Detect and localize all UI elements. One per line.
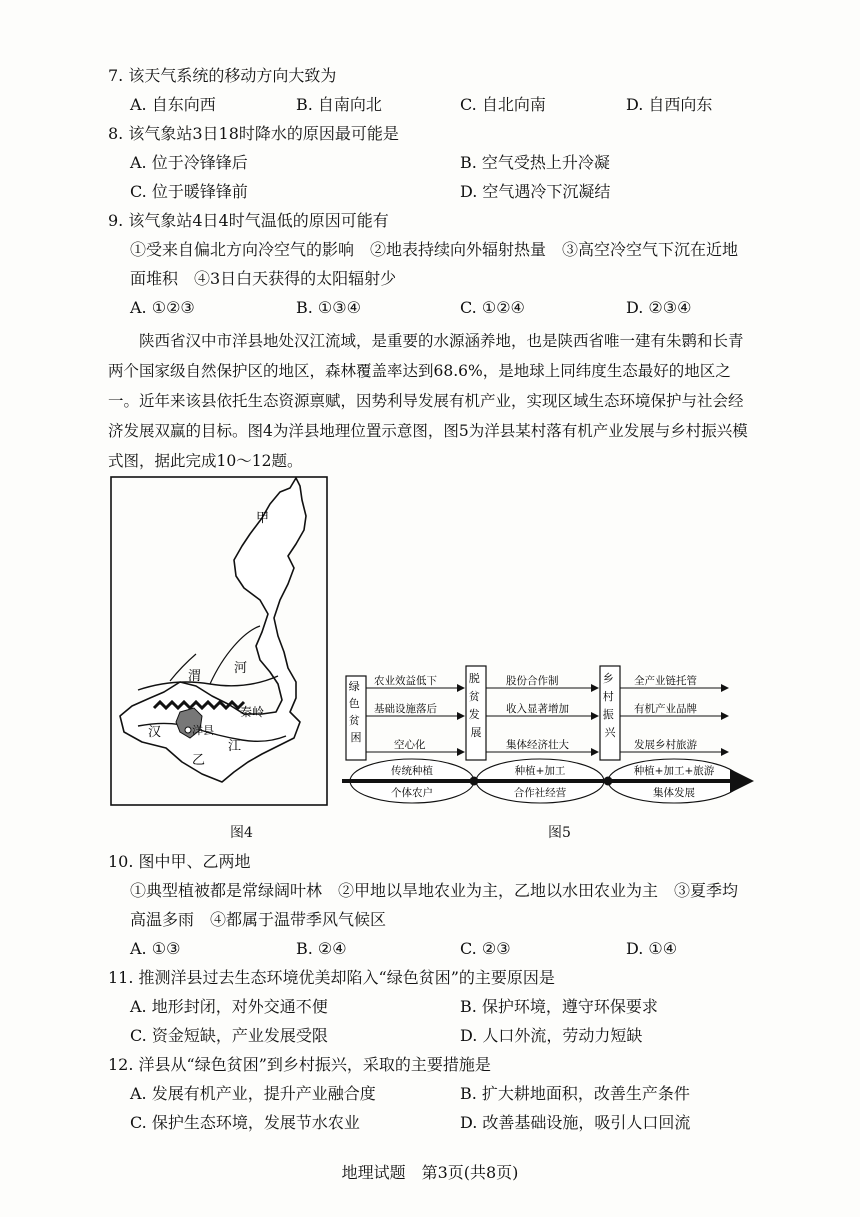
- q11-stem: 11. 推测洋县过去生态环境优美却陷入“绿色贫困”的主要原因是: [108, 968, 555, 987]
- col1-text-1: 农业效益低下: [374, 675, 437, 687]
- q10-option-b: B. ②④: [296, 939, 347, 958]
- q7-option-c: C. 自北向南: [460, 95, 546, 114]
- stage1-char-2: 色: [348, 697, 360, 710]
- q12-option-d: D. 改善基础设施，吸引人口回流: [460, 1113, 691, 1132]
- col1-text-2: 基础设施落后: [374, 703, 437, 715]
- q10-option-c: C. ②③: [460, 939, 511, 958]
- label-wei: 渭: [188, 669, 202, 684]
- q8-option-b: B. 空气受热上升冷凝: [460, 153, 610, 172]
- q9-stem: 9. 该气象站4日4时气温低的原因可能有: [108, 211, 389, 230]
- ellipse3-top: 种植+加工+旅游: [633, 765, 715, 777]
- stage3-char-1: 乡: [602, 672, 614, 685]
- q7-stem: 7. 该天气系统的移动方向大致为: [108, 66, 337, 85]
- label-yi: 乙: [192, 753, 206, 768]
- stage3-char-2: 村: [602, 690, 614, 703]
- q10-option-a: A. ①③: [130, 939, 181, 958]
- q10-body-line1: ①典型植被都是常绿阔叶林 ②甲地以旱地农业为主，乙地以水田农业为主 ③夏季均: [130, 881, 739, 900]
- q12-option-a: A. 发展有机产业，提升产业融合度: [130, 1084, 376, 1103]
- col2-text-3: 集体经济壮大: [506, 739, 569, 751]
- ellipse2-top: 种植+加工: [514, 765, 566, 777]
- stage2-char-3: 发: [468, 708, 480, 721]
- stage2-char-2: 贫: [468, 690, 480, 703]
- timeline-node-1: [470, 777, 479, 786]
- ellipse1-bottom: 个体农户: [391, 787, 433, 799]
- q10-stem: 10. 图中甲、乙两地: [108, 852, 251, 871]
- q11-option-d: D. 人口外流，劳动力短缺: [460, 1026, 643, 1045]
- q8-option-d: D. 空气遇冷下沉凝结: [460, 182, 611, 201]
- stage2-char-1: 脱: [468, 672, 480, 685]
- stage1-char-4: 困: [350, 731, 362, 744]
- figure-4-caption: 图4: [230, 825, 253, 841]
- col2-text-2: 收入显著增加: [506, 703, 569, 715]
- q9-body-line2: 面堆积 ④3日白天获得的太阳辐射少: [130, 269, 397, 288]
- col1-text-3: 空心化: [394, 739, 426, 751]
- ellipse3-bottom: 集体发展: [653, 787, 695, 799]
- label-yangxian: 洋县: [192, 724, 214, 737]
- ellipse2-bottom: 合作社经营: [513, 787, 567, 799]
- q10-body-line2: 高温多雨 ④都属于温带季风气候区: [130, 910, 387, 929]
- q9-option-a: A. ①②③: [130, 298, 195, 317]
- q11-option-b: B. 保护环境，遵守环保要求: [460, 997, 658, 1016]
- q8-stem: 8. 该气象站3日18时降水的原因最可能是: [108, 124, 399, 143]
- label-he: 河: [234, 661, 248, 676]
- stage3-char-3: 振: [602, 708, 614, 721]
- figure-4-map: [110, 476, 328, 806]
- label-qinling: 秦岭: [240, 705, 265, 719]
- stage1-char-3: 贫: [348, 714, 360, 727]
- stage3-char-4: 兴: [604, 726, 616, 739]
- yangxian-marker: [185, 727, 191, 733]
- q12-stem: 12. 洋县从“绿色贫困”到乡村振兴，采取的主要措施是: [108, 1055, 491, 1074]
- stage2-char-4: 展: [470, 726, 482, 739]
- q8-option-a: A. 位于冷锋锋后: [130, 153, 248, 172]
- q7-option-d: D. 自西向东: [626, 95, 713, 114]
- label-jia: 甲: [256, 511, 270, 526]
- label-jiang: 江: [228, 739, 242, 754]
- figure-5-flow-diagram: [340, 660, 758, 810]
- q8-option-c: C. 位于暖锋锋前: [130, 182, 248, 201]
- q11-option-c: C. 资金短缺，产业发展受限: [130, 1026, 328, 1045]
- col2-text-1: 股份合作制: [506, 675, 559, 687]
- q9-option-c: C. ①②④: [460, 298, 525, 317]
- q9-body-line1: ①受来自偏北方向冷空气的影响 ②地表持续向外辐射热量 ③高空冷空气下沉在近地: [130, 240, 739, 259]
- col3-text-2: 有机产业品牌: [634, 703, 697, 715]
- figure-5-caption: 图5: [548, 825, 571, 841]
- q9-option-d: D. ②③④: [626, 298, 692, 317]
- ellipse1-top: 传统种植: [391, 765, 433, 777]
- q7-option-b: B. 自南向北: [296, 95, 382, 114]
- q7-option-a: A. 自东向西: [130, 95, 216, 114]
- q10-option-d: D. ①④: [626, 939, 678, 958]
- reading-passage: 陕西省汉中市洋县地处汉江流域，是重要的水源涵养地，也是陕西省唯一建有朱鹮和长青两个国家级自然保护区的地区，森林覆盖率达到68.6%，是地球上同纬度生态最好的地区之一。近年来该县依托生态资源禀赋，因势利导发展有机产业，实现区域生态环境保护与社会经济发展双赢的目标。图4为洋县地理位置示意图，图5为洋县某村落有机产业发展与乡村振兴模式图，据此完成10～12题。: [108, 332, 748, 470]
- q11-option-a: A. 地形封闭，对外交通不便: [130, 997, 328, 1016]
- q9-option-b: B. ①③④: [296, 298, 361, 317]
- col3-text-3: 发展乡村旅游: [634, 739, 697, 751]
- page-footer: 地理试题 第3页(共8页): [341, 1163, 519, 1182]
- q12-option-b: B. 扩大耕地面积，改善生产条件: [460, 1084, 690, 1103]
- q12-option-c: C. 保护生态环境，发展节水农业: [130, 1113, 360, 1132]
- col3-text-1: 全产业链托管: [634, 675, 697, 687]
- stage1-char-1: 绿: [348, 680, 360, 693]
- label-han: 汉: [148, 725, 162, 740]
- timeline-node-2: [604, 777, 613, 786]
